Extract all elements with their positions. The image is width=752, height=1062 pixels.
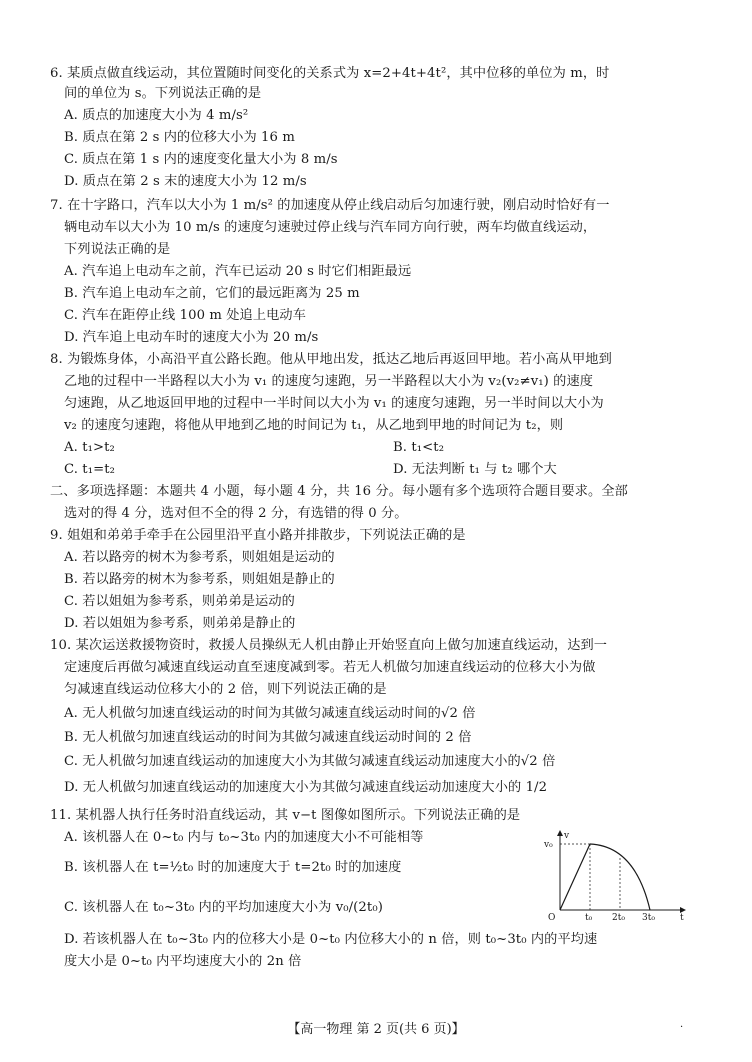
accel-segment — [560, 844, 590, 910]
q8-stem-line1: 8. 为锻炼身体，小高沿平直公路长跑。他从甲地出发，抵达乙地后再返回甲地。若小高从甲地到 — [50, 352, 612, 367]
q8-stem-line3: 匀速跑，从乙地返回甲地的过程中一半时间以大小为 v₁ 的速度匀速跑，另一半时间以大小为 — [64, 396, 604, 411]
t3-label: 3t₀ — [642, 913, 655, 920]
q7-option-b: B. 汽车追上电动车之前，它们的最远距离为 25 m — [64, 286, 360, 301]
footer-dot: · — [680, 1022, 684, 1033]
section2-heading-line1: 二、多项选择题：本题共 4 小题，每小题 4 分，共 16 分。每小题有多个选项符合题目要求。全部 — [50, 484, 628, 499]
q8-option-d: D. 无法判断 t₁ 与 t₂ 哪个大 — [393, 462, 557, 477]
q11-option-c: C. 该机器人在 t₀~3t₀ 内的平均加速度大小为 v₀/(2t₀) — [64, 900, 383, 915]
q6-option-b: B. 质点在第 2 s 内的位移大小为 16 m — [64, 130, 295, 145]
q10-option-d: D. 无人机做匀加速直线运动的加速度大小为其做匀减速直线运动加速度大小的 1/2 — [64, 780, 548, 795]
q9-option-b: B. 若以路旁的树木为参考系，则姐姐是静止的 — [64, 572, 335, 587]
q6-option-c: C. 质点在第 1 s 内的速度变化量大小为 8 m/s — [64, 152, 338, 167]
q11-option-d-line2: 度大小是 0~t₀ 内平均速度大小的 2n 倍 — [64, 954, 302, 969]
q7-stem-line3: 下列说法正确的是 — [64, 242, 171, 257]
t0-label: t₀ — [585, 913, 593, 920]
q10-option-a: A. 无人机做匀加速直线运动的时间为其做匀减速直线运动时间的√2 倍 — [64, 706, 476, 721]
q6-stem-line1: 6. 某质点做直线运动，其位置随时间变化的关系式为 x=2+4t+4t²，其中位移的单位为 m，时 — [50, 66, 610, 81]
q9-option-d: D. 若以姐姐为参考系，则弟弟是静止的 — [64, 616, 296, 631]
q7-stem-line1: 7. 在十字路口，汽车以大小为 1 m/s² 的加速度从停止线启动后匀加速行驶，刚启动时恰好有一 — [50, 198, 610, 213]
q7-option-c: C. 汽车在距停止线 100 m 处追上电动车 — [64, 308, 306, 323]
q10-option-b: B. 无人机做匀加速直线运动的时间为其做匀减速直线运动时间的 2 倍 — [64, 730, 472, 745]
q10-stem-line1: 10. 某次运送救援物资时，救援人员操纵无人机由静止开始竖直向上做匀加速直线运动，达到一 — [50, 638, 608, 653]
origin-label: O — [548, 913, 556, 920]
q9-option-a: A. 若以路旁的树木为参考系，则姐姐是运动的 — [64, 550, 335, 565]
q6-option-d: D. 质点在第 2 s 末的速度大小为 12 m/s — [64, 174, 307, 189]
q6-stem-line2: 间的单位为 s。下列说法正确的是 — [64, 86, 262, 101]
page-footer: 【高一物理 第 2 页(共 6 页)】 — [287, 1022, 465, 1037]
q6-option-a: A. 质点的加速度大小为 4 m/s² — [64, 108, 249, 123]
q11-option-b: B. 该机器人在 t=½t₀ 时的加速度大于 t=2t₀ 时的加速度 — [64, 860, 402, 875]
q10-stem-line3: 匀减速直线运动位移大小的 2 倍，则下列说法正确的是 — [64, 682, 387, 697]
decel-curve — [590, 844, 650, 910]
q11-option-d-line1: D. 若该机器人在 t₀~3t₀ 内的位移大小是 0~t₀ 内位移大小的 n 倍，则 t₀~3t₀ 内的平均速 — [64, 932, 598, 947]
q10-stem-line2: 定速度后再做匀减速直线运动直至速度减到零。若无人机做匀加速直线运动的位移大小为做 — [64, 660, 596, 675]
q8-option-c: C. t₁=t₂ — [64, 462, 116, 477]
q8-stem-line4: v₂ 的速度匀速跑，将他从甲地到乙地的时间记为 t₁，从乙地到甲地的时间记为 t₂，则 — [64, 418, 564, 433]
v-axis-label: v — [564, 831, 570, 841]
q11-stem: 11. 某机器人执行任务时沿直线运动，其 v−t 图像如图所示。下列说法正确的是 — [50, 808, 521, 823]
vt-graph — [540, 828, 690, 920]
q8-stem-line2: 乙地的过程中一半路程以大小为 v₁ 的速度匀速跑，另一半路程以大小为 v₂(v₂≠v₁) 的速度 — [64, 374, 594, 389]
q7-option-a: A. 汽车追上电动车之前，汽车已运动 20 s 时它们相距最远 — [64, 264, 412, 279]
t2-label: 2t₀ — [612, 913, 625, 920]
q9-option-c: C. 若以姐姐为参考系，则弟弟是运动的 — [64, 594, 295, 609]
q8-option-a: A. t₁>t₂ — [64, 440, 115, 455]
q11-option-a: A. 该机器人在 0~t₀ 内与 t₀~3t₀ 内的加速度大小不可能相等 — [64, 830, 424, 845]
q8-option-b: B. t₁<t₂ — [393, 440, 445, 455]
q7-option-d: D. 汽车追上电动车时的速度大小为 20 m/s — [64, 330, 319, 345]
q7-stem-line2: 辆电动车以大小为 10 m/s 的速度匀速驶过停止线与汽车同方向行驶，两车均做直线运动， — [64, 220, 597, 235]
section2-heading-line2: 选对的得 4 分，选对但不全的得 2 分，有选错的得 0 分。 — [64, 506, 408, 521]
q10-option-c: C. 无人机做匀加速直线运动的加速度大小为其做匀减速直线运动加速度大小的√2 倍 — [64, 754, 556, 769]
t-axis-label: t — [680, 913, 684, 920]
q9-stem: 9. 姐姐和弟弟手牵手在公园里沿平直小路并排散步，下列说法正确的是 — [50, 528, 466, 543]
v0-label: v₀ — [544, 840, 553, 850]
